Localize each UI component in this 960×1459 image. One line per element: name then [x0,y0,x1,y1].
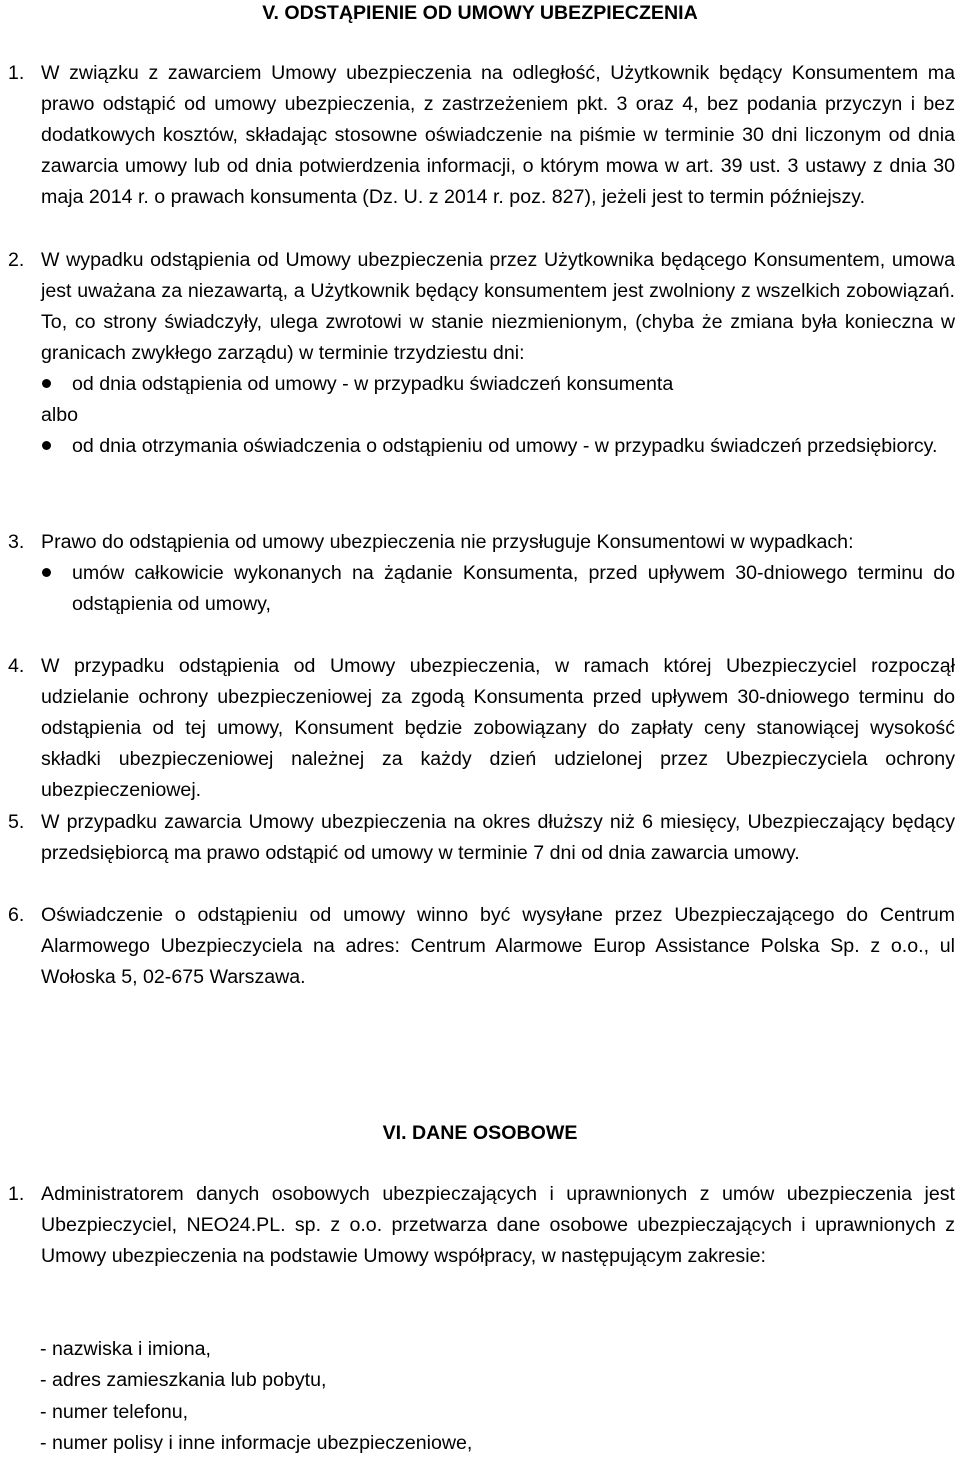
bullet-icon [42,441,51,450]
item-number: 1. [8,62,25,84]
withdrawal-item-4 [8,651,955,806]
personal-data-list-item: - numer telefonu, [40,1401,189,1423]
item-number: 3. [8,531,25,553]
item-number: 1. [8,1183,25,1205]
bullet-icon [42,568,51,577]
bullet-icon [42,379,51,388]
item-text: W przypadku odstąpienia od Umowy ubezpieczenia, w ramach której Ubezpieczyciel rozpoczął udzielanie ochrony ubezpieczeniowej za zgodą Konsumenta przed upływem 30-dniowego terminu do odstąpienia od tej umowy, Konsument będzie zobowiązany do zapłaty ceny stanowiącej wysokość składki ubezpieczeniowej należnej za każdy dzień udzielonej przez Ubezpieczyciela ochrony ubezpieczeniowej. [41,655,955,801]
section-heading-withdrawal: V. ODSTĄPIENIE OD UMOWY UBEZPIECZENIA [262,2,698,24]
withdrawal-item-1 [8,58,955,213]
personal-data-list-item: - adres zamieszkania lub pobytu, [40,1369,327,1391]
bullet-text: od dnia otrzymania oświadczenia o odstąpieniu od umowy - w przypadku świadczeń przedsiębiorcy. [72,435,938,457]
connector-text: albo [41,404,79,426]
item-text: W związku z zawarciem Umowy ubezpieczenia na odległość, Użytkownik będący Konsumentem ma prawo odstąpić od umowy ubezpieczenia, z zastrzeżeniem pkt. 3 oraz 4, bez podania przyczyn i bez dodatkowych kosztów, składając stosowne oświadczenie na piśmie w terminie 30 dni liczonym od dnia zawarcia umowy lub od dnia potwierdzenia informacji, o którym mowa w art. 39 ust. 3 ustawy z dnia 30 maja 2014 r. o prawach konsumenta (Dz. U. z 2014 r. poz. 827), jeżeli jest to termin późniejszy. [41,62,955,208]
withdrawal-item-6 [8,900,955,993]
personal-data-list-item: - numer polisy i inne informacje ubezpieczeniowe, [40,1432,473,1454]
item-number: 5. [8,811,25,833]
withdrawal-item-2 [8,245,955,462]
personal-data-list-item: - nazwiska i imiona, [40,1338,211,1360]
withdrawal-item-3 [8,527,955,620]
item-number: 4. [8,655,25,677]
item-text: W przypadku zawarcia Umowy ubezpieczenia na okres dłuższy niż 6 miesięcy, Ubezpieczający będący przedsiębiorcą ma prawo odstąpić od umowy w terminie 7 dni od dnia zawarcia umowy. [41,811,955,864]
item-text: Prawo do odstąpienia od umowy ubezpieczenia nie przysługuje Konsumentowi w wypadkach: [41,531,854,553]
bullet-text: umów całkowicie wykonanych na żądanie Konsumenta, przed upływem 30-dniowego terminu do odstąpienia od umowy, [72,562,955,615]
list-item [8,431,955,462]
item-text: W wypadku odstąpienia od Umowy ubezpieczenia przez Użytkownika będącego Konsumentem, umowa jest uważana za niezawartą, a Użytkownik będący konsumentem jest zwolniony z wszelkich zobowiązań. To, co strony świadczyły, ulega zwrotowi w stanie niezmienionym, (chyba że zmiana była konieczna w granicach zwykłego zarządu) w terminie trzydziestu dni: [41,249,955,364]
personal-data-item-1 [8,1179,955,1272]
list-item [8,369,955,400]
item-number: 2. [8,249,25,271]
section-heading-personal-data: VI. DANE OSOBOWE [382,1122,578,1144]
withdrawal-item-5 [8,807,955,869]
list-item [8,558,955,620]
bullet-text: od dnia odstąpienia od umowy - w przypadku świadczeń konsumenta [72,373,674,395]
item-text: Oświadczenie o odstąpieniu od umowy winno być wysyłane przez Ubezpieczającego do Centrum Alarmowego Ubezpieczyciela na adres: Centrum Alarmowe Europ Assistance Polska Sp. z o.o., ul Wołoska 5, 02-675 Warszawa. [41,904,955,988]
item-number: 6. [8,904,25,926]
item-text: Administratorem danych osobowych ubezpieczających i uprawnionych z umów ubezpieczenia jest Ubezpieczyciel, NEO24.PL. sp. z o.o. przetwarza dane osobowe ubezpieczających i uprawnionych z Umowy ubezpieczenia na podstawie Umowy współpracy, w następującym zakresie: [41,1183,955,1267]
